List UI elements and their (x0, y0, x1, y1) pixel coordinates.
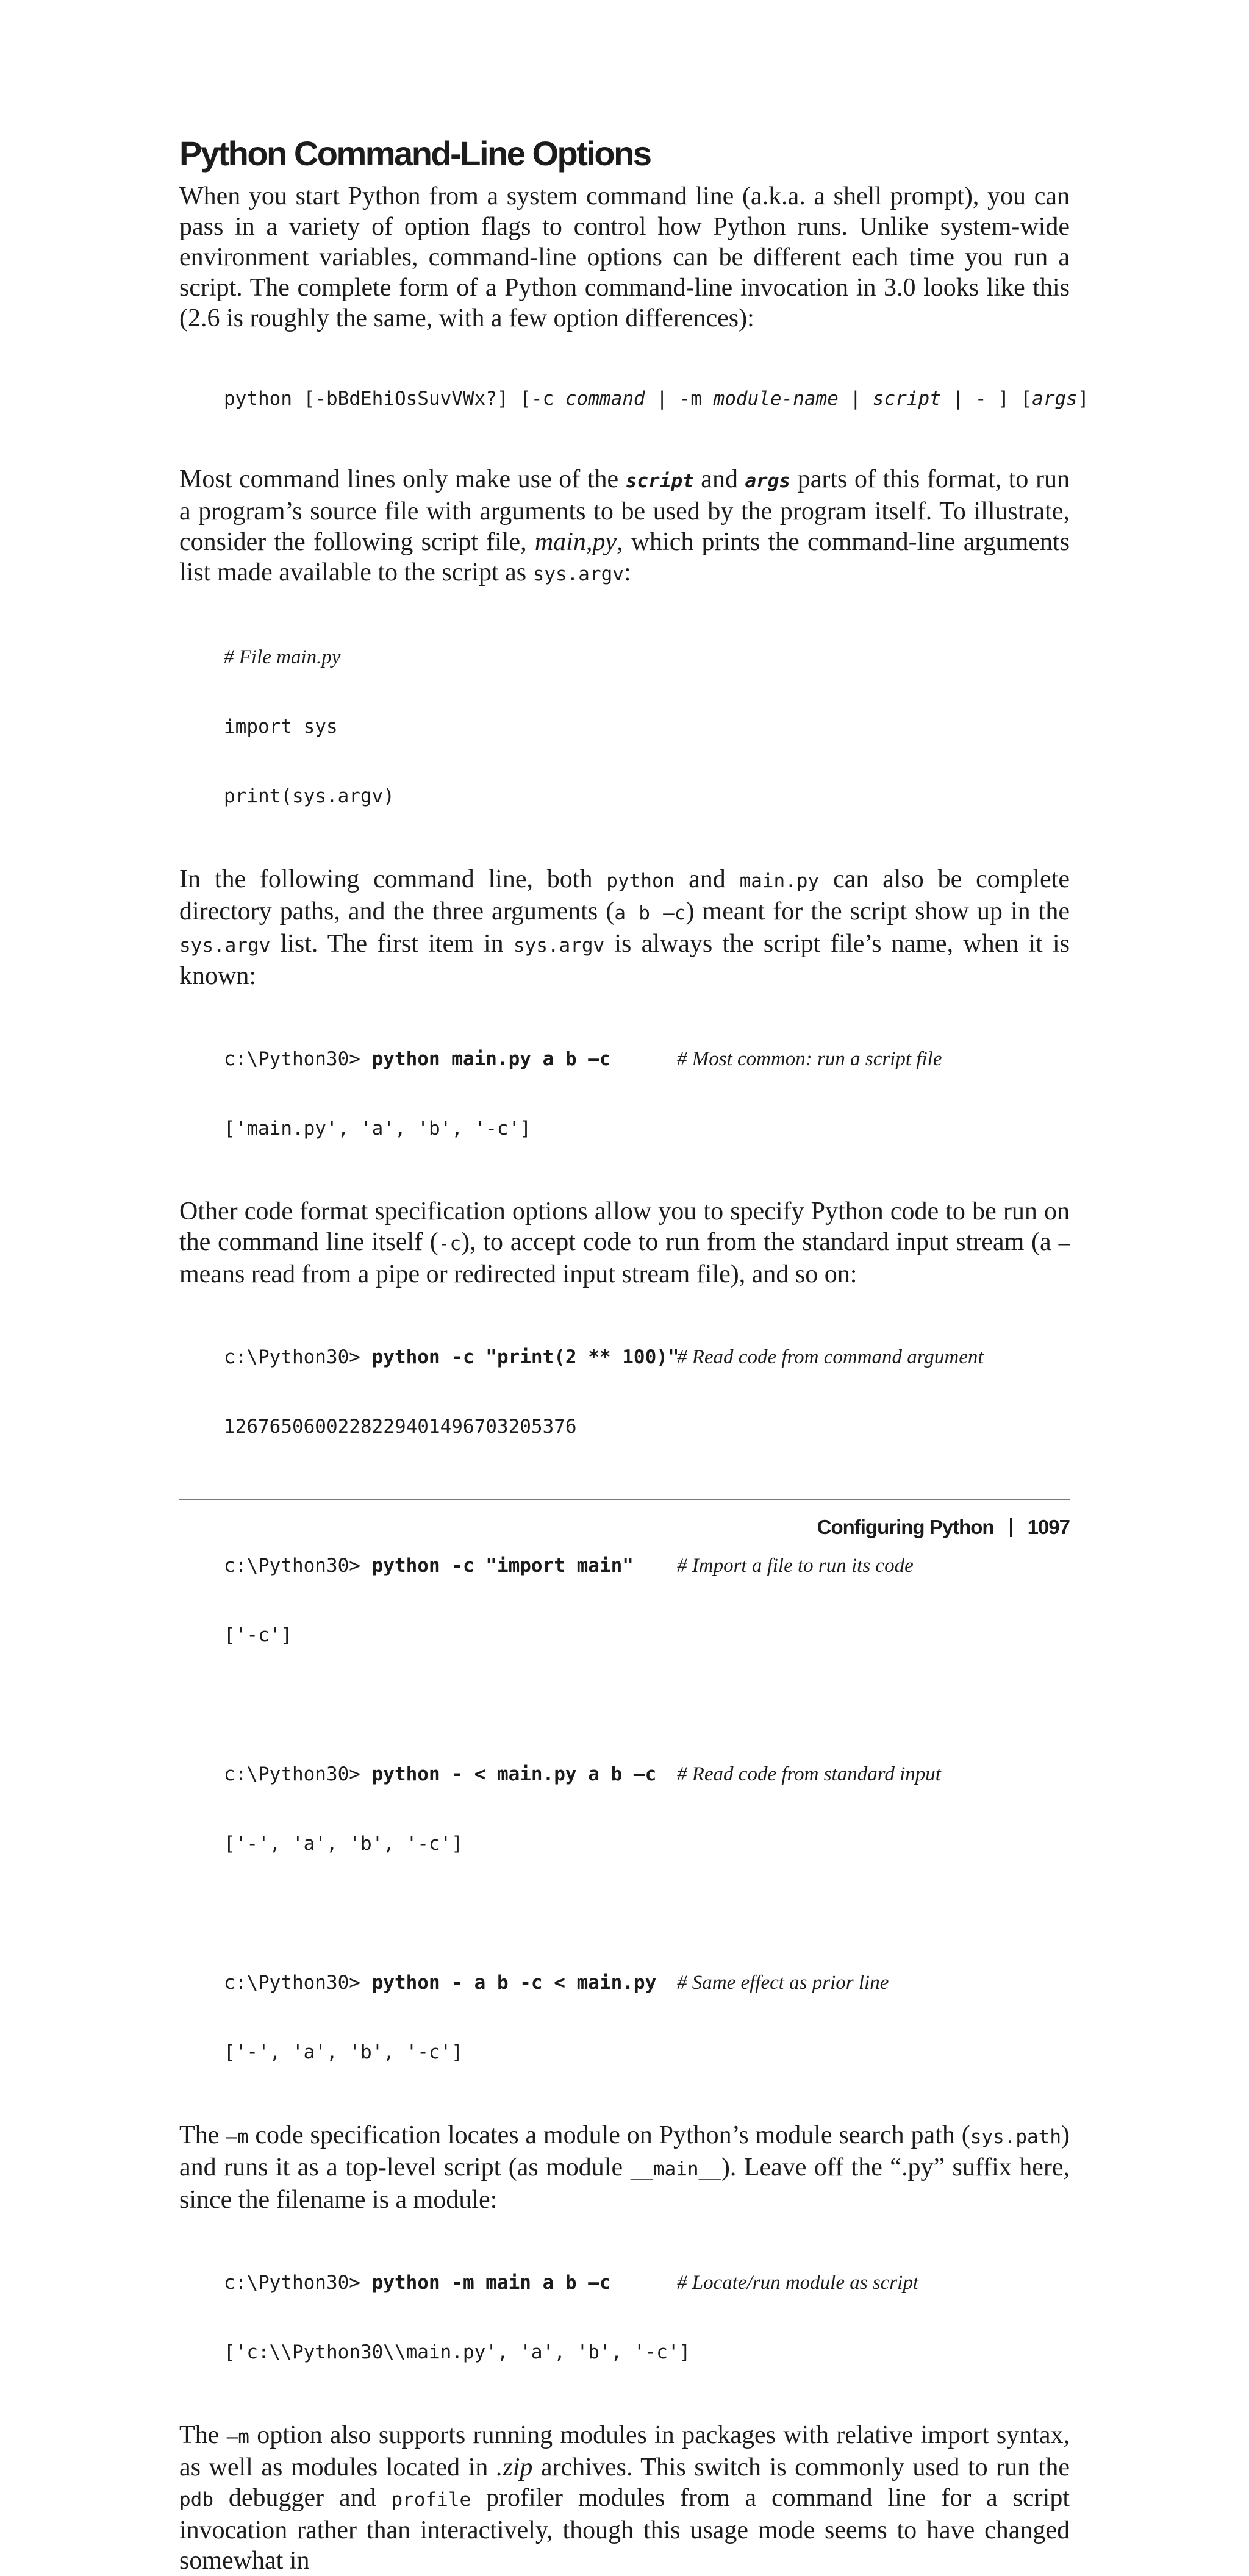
p5-text-4: ). Leave off the “.py” suffix here, since the filename is a module: (179, 2153, 1070, 2214)
syntax-module-name: module-name (713, 388, 839, 410)
p2-text-5: : (623, 558, 631, 587)
shell-prompt: c:\Python30> (224, 1763, 372, 1786)
p2-filename: main,py (534, 528, 617, 557)
p5-code-1: –m (226, 2126, 249, 2149)
p3-text-6: is always the script file’s name, when it is known: (179, 930, 1070, 991)
code-line: print(sys.argv) (224, 785, 395, 808)
shell-command: python -c "print(2 ** 100)" (371, 1346, 679, 1369)
code-line (224, 1047, 1070, 1071)
shell-command: python - a b -c < main.py (371, 1972, 657, 1994)
shell-command: python -m main a b –c (371, 2272, 611, 2294)
footer-separator (1010, 1518, 1012, 1537)
code-line (224, 1763, 1070, 1786)
p4-text-3: means read from a pipe or redirected input stream file), and so on: (179, 1260, 857, 1289)
shell-prompt: c:\Python30> (224, 2272, 372, 2294)
shell-prompt: c:\Python30> (224, 1346, 372, 1369)
p4-code-1: -c (438, 1233, 462, 1255)
code-line (224, 2271, 1070, 2294)
code-comment: # Read code from command argument (677, 1346, 984, 1369)
shell-command: python - < main.py a b –c (371, 1763, 657, 1786)
code-line (224, 646, 1070, 669)
code-block-module (224, 2225, 1070, 2410)
code-output: 1267650600228229401496703205376 (224, 1416, 577, 1438)
p3-code-1: python (606, 870, 675, 893)
syntax-prefix: python [-bBdEhiOsSuvVWx?] [-c (224, 388, 565, 410)
p6-text-1: The (179, 2421, 227, 2450)
syntax-sep2: | (838, 388, 873, 410)
code-line (224, 1346, 1070, 1369)
p6-code-1: –m (226, 2426, 249, 2449)
code-output: ['-', 'a', 'b', '-c'] (224, 1833, 463, 1855)
code-comment: # Read code from standard input (677, 1763, 941, 1786)
code-line: import sys (224, 716, 338, 738)
p6-code-profile: profile (391, 2489, 471, 2511)
paragraph-intro: When you start Python from a system command line (a.k.a. a shell prompt), you can pass in a variety of option flags to control how Python runs. Unlike system-wide environment variables, command-line options can be different each time you run a script. The complete form of a Python command-line invocation in 3.0 looks like this (2.6 is roughly the same, with a few option differences): (179, 182, 1070, 333)
p2-script-term: script (625, 470, 694, 493)
p3-text-4: ) meant for the script show up in the (685, 897, 1070, 926)
shell-prompt: c:\Python30> (224, 1048, 372, 1071)
syntax-script: script (872, 388, 941, 410)
code-block-run-script (224, 1001, 1070, 1186)
paragraph-code-options (179, 1196, 1070, 1290)
footer-chapter: Configuring Python (817, 1516, 994, 1538)
shell-command: python main.py a b –c (371, 1048, 611, 1071)
page-body (179, 133, 1089, 2576)
syntax-block (224, 341, 1089, 457)
p3-code-2: main.py (739, 870, 820, 893)
code-block-examples (224, 1299, 1070, 2110)
code-line (224, 1971, 1070, 1994)
p6-text-5: profiler modules from a command line for a script invocation rather than interactively, though this usage mode seems to have changed somewhat in (179, 2484, 1070, 2575)
p4-text-2: ), to accept code to run from the standard input stream (a (461, 1228, 1059, 1257)
code-comment: # Most common: run a script file (677, 1048, 942, 1071)
code-output: ['main.py', 'a', 'b', '-c'] (224, 1118, 531, 1140)
p5-text-2: code specification locates a module on Python’s module search path ( (248, 2121, 970, 2150)
section-title: Python Command-Line Options (179, 134, 651, 173)
paragraph-argv (179, 864, 1070, 991)
code-comment: # Same effect as prior line (677, 1972, 889, 1994)
syntax-suffix: ] (1077, 388, 1089, 410)
p3-code-5: sys.argv (513, 935, 605, 957)
shell-command: python -c "import main" (371, 1555, 634, 1577)
p2-text-3: parts of this format, to run a program’s source file with arguments to be used by the program itself. To illustrate, consider the following script file, (179, 465, 1070, 557)
p2-text-2: and (693, 465, 745, 494)
p2-text-1: Most command lines only make use of the (179, 465, 626, 494)
code-output: ['c:\\Python30\\main.py', 'a', 'b', '-c'] (224, 2341, 691, 2364)
paragraph-script-args (179, 464, 1070, 590)
footer-rule (179, 1499, 1070, 1500)
p3-code-4: sys.argv (179, 935, 271, 957)
syntax-command: command (565, 388, 645, 410)
code-block-main-py (224, 599, 1070, 854)
p3-text-2: and (675, 865, 740, 894)
blank-line (224, 1485, 1070, 1508)
blank-line (224, 1902, 1070, 1925)
p6-code-pdb: pdb (179, 2489, 213, 2511)
shell-prompt: c:\Python30> (224, 1555, 372, 1577)
p6-text-3: archives. This switch is commonly used to run the (532, 2453, 1070, 2482)
p3-text-3: can also be complete directory paths, and the three arguments ( (179, 865, 1070, 926)
p4-code-2: – (1058, 1233, 1070, 1255)
shell-prompt: c:\Python30> (224, 1972, 372, 1994)
page-footer (817, 1516, 1070, 1539)
syntax-sep3: | - ] [ (940, 388, 1032, 410)
p6-text-2: option also supports running modules in packages with relative import syntax, as well as modules located in (179, 2421, 1070, 2482)
paragraph-m-option (179, 2120, 1070, 2215)
code-output: ['-', 'a', 'b', '-c'] (224, 2041, 463, 2064)
syntax-args: args (1032, 388, 1078, 410)
p6-text-4: debugger and (213, 2484, 392, 2513)
p5-code-2: sys.path (970, 2126, 1061, 2149)
p3-text-1: In the following command line, both (179, 865, 607, 894)
p5-code-3: __main__ (630, 2158, 721, 2181)
p3-code-3: a b –c (614, 902, 686, 925)
syntax-sep1: | -m (645, 388, 714, 410)
p4-text-1: Other code format specification options allow you to specify Python code to be run on the command line itself ( (179, 1197, 1070, 1257)
code-comment: # Import a file to run its code (677, 1555, 914, 1577)
code-comment: # File main.py (224, 646, 341, 669)
paragraph-packages (179, 2420, 1070, 2576)
p2-text-4: , which prints the command-line arguments list made available to the script as (179, 528, 1070, 587)
code-output: ['-c'] (224, 1624, 292, 1647)
p5-text-3: ) and runs it as a top-level script (as module (179, 2121, 1070, 2182)
syntax-line (224, 387, 1089, 410)
p3-text-5: list. The first item in (270, 930, 514, 958)
blank-line (224, 1693, 1070, 1716)
p2-code: sys.argv (532, 563, 624, 586)
code-comment: # Locate/run module as script (677, 2272, 918, 2294)
p5-text-1: The (179, 2121, 226, 2150)
p2-args-term: args (745, 470, 791, 493)
footer-page-number: 1097 (1027, 1516, 1070, 1538)
p6-zip: .zip (496, 2453, 533, 2482)
code-line (224, 1554, 1070, 1577)
